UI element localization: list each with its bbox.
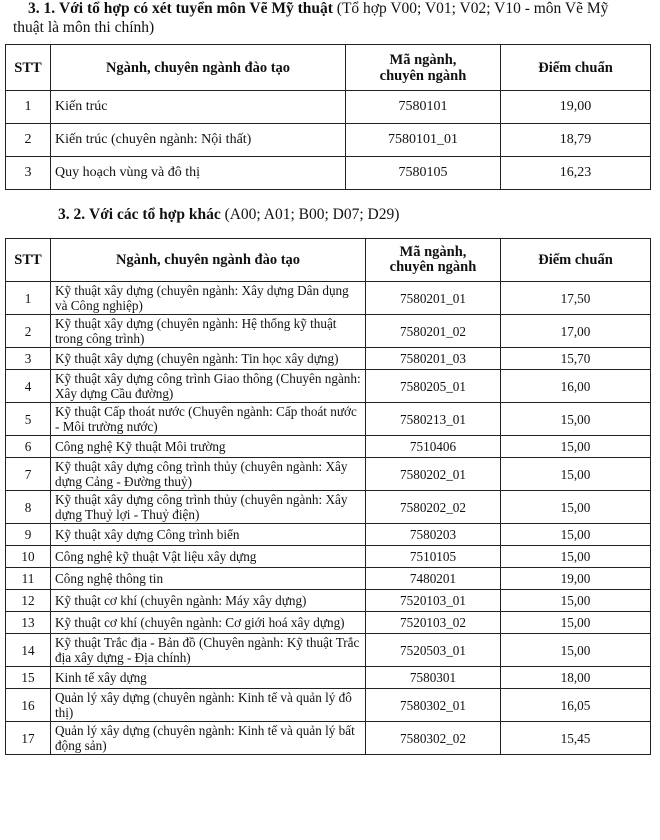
- row-cutoff-score: 15,45: [501, 722, 651, 755]
- row-stt: 14: [6, 634, 51, 667]
- row-major-code: 7580101_01: [346, 124, 501, 157]
- section-1-title-rest: (Tổ hợp V00; V01; V02; V10 - môn Vẽ Mỹ: [332, 0, 609, 17]
- row-cutoff-score: 19,00: [501, 91, 651, 124]
- header-score: Điểm chuẩn: [501, 45, 651, 91]
- row-cutoff-score: 15,00: [501, 491, 651, 524]
- table-header-row: [6, 239, 651, 282]
- table-row: [6, 91, 651, 124]
- row-major-name: Kỹ thuật xây dựng công trình thủy (chuyên ngành: Xây dựng Thuỷ lợi - Thuỷ điện): [51, 491, 366, 524]
- table-row: [6, 524, 651, 546]
- row-major-name: Kỹ thuật xây dựng (chuyên ngành: Hệ thống kỹ thuật trong công trình): [51, 315, 366, 348]
- row-stt: 2: [6, 124, 51, 157]
- row-cutoff-score: 16,00: [501, 370, 651, 403]
- row-stt: 15: [6, 667, 51, 689]
- row-cutoff-score: 15,70: [501, 348, 651, 370]
- row-major-name: Kỹ thuật xây dựng (chuyên ngành: Tin học xây dựng): [51, 348, 366, 370]
- table-header-row: [6, 45, 651, 91]
- row-stt: 16: [6, 689, 51, 722]
- row-major-name: Quy hoạch vùng và đô thị: [51, 157, 346, 190]
- row-major-code: 7580203: [366, 524, 501, 546]
- header-major: Ngành, chuyên ngành đào tạo: [51, 45, 346, 91]
- table-row: [6, 612, 651, 634]
- section-1-heading-line2: thuật là môn thi chính): [13, 19, 155, 36]
- row-stt: 4: [6, 370, 51, 403]
- row-major-code: 7580302_02: [366, 722, 501, 755]
- header-major: Ngành, chuyên ngành đào tạo: [51, 239, 366, 282]
- row-stt: 2: [6, 315, 51, 348]
- row-cutoff-score: 17,50: [501, 282, 651, 315]
- header-stt: STT: [6, 45, 51, 91]
- row-major-code: 7580201_02: [366, 315, 501, 348]
- row-stt: 12: [6, 590, 51, 612]
- row-major-code: 7520103_01: [366, 590, 501, 612]
- table-row: [6, 546, 651, 568]
- row-stt: 6: [6, 436, 51, 458]
- row-cutoff-score: 19,00: [501, 568, 651, 590]
- table-row: [6, 370, 651, 403]
- table-row: [6, 689, 651, 722]
- table-2-body: [6, 282, 651, 755]
- row-major-name: Quản lý xây dựng (chuyên ngành: Kinh tế và quản lý đô thị): [51, 689, 366, 722]
- row-major-code: 7520103_02: [366, 612, 501, 634]
- section-2-title: Với các tổ hợp khác: [89, 206, 221, 223]
- row-stt: 5: [6, 403, 51, 436]
- table-row: [6, 590, 651, 612]
- row-stt: 10: [6, 546, 51, 568]
- row-major-name: Kỹ thuật cơ khí (chuyên ngành: Cơ giới hoá xây dựng): [51, 612, 366, 634]
- row-stt: 17: [6, 722, 51, 755]
- row-major-code: 7510406: [366, 436, 501, 458]
- table-row: [6, 403, 651, 436]
- table-row: [6, 282, 651, 315]
- table-1-body: [6, 91, 651, 190]
- row-cutoff-score: 15,00: [501, 458, 651, 491]
- table-row: [6, 491, 651, 524]
- row-major-code: 7580301: [366, 667, 501, 689]
- header-stt: STT: [6, 239, 51, 282]
- row-major-code: 7580202_01: [366, 458, 501, 491]
- row-cutoff-score: 15,00: [501, 524, 651, 546]
- table-row: [6, 568, 651, 590]
- row-major-name: Kiến trúc (chuyên ngành: Nội thất): [51, 124, 346, 157]
- row-stt: 3: [6, 348, 51, 370]
- row-major-code: 7580105: [346, 157, 501, 190]
- row-major-name: Kỹ thuật xây dựng (chuyên ngành: Xây dựng Dân dụng và Công nghiệp): [51, 282, 366, 315]
- row-major-code: 7580202_02: [366, 491, 501, 524]
- row-major-name: Kiến trúc: [51, 91, 346, 124]
- header-code: [346, 45, 501, 91]
- row-major-code: 7480201: [366, 568, 501, 590]
- section-2-title-rest: (A00; A01; B00; D07; D29): [220, 206, 400, 223]
- row-major-code: 7520503_01: [366, 634, 501, 667]
- table-row: [6, 458, 651, 491]
- header-code-line2: chuyên ngành: [389, 259, 477, 275]
- row-major-name: Kỹ thuật Cấp thoát nước (Chuyên ngành: Cấp thoát nước - Môi trường nước): [51, 403, 366, 436]
- row-cutoff-score: 15,00: [501, 612, 651, 634]
- section-2-number: 3. 2.: [58, 206, 86, 223]
- row-stt: 13: [6, 612, 51, 634]
- section-1-title: Với tổ hợp có xét tuyển môn Vẽ Mỹ thuật: [59, 0, 333, 17]
- row-major-name: Kỹ thuật xây dựng công trình Giao thông (Chuyên ngành: Xây dựng Cầu đường): [51, 370, 366, 403]
- row-stt: 3: [6, 157, 51, 190]
- row-cutoff-score: 15,00: [501, 436, 651, 458]
- header-score: Điểm chuẩn: [501, 239, 651, 282]
- row-stt: 11: [6, 568, 51, 590]
- row-cutoff-score: 15,00: [501, 403, 651, 436]
- row-cutoff-score: 17,00: [501, 315, 651, 348]
- row-major-code: 7580213_01: [366, 403, 501, 436]
- row-stt: 1: [6, 91, 51, 124]
- row-major-name: Công nghệ thông tin: [51, 568, 366, 590]
- row-cutoff-score: 16,23: [501, 157, 651, 190]
- row-major-name: Kỹ thuật xây dựng Công trình biển: [51, 524, 366, 546]
- row-cutoff-score: 15,00: [501, 590, 651, 612]
- admission-table-1: [5, 44, 651, 190]
- header-code: [366, 239, 501, 282]
- table-row: [6, 667, 651, 689]
- header-code-line1: Mã ngành,: [399, 244, 467, 260]
- section-1-heading: [28, 0, 608, 18]
- row-stt: 1: [6, 282, 51, 315]
- row-major-name: Quản lý xây dựng (chuyên ngành: Kinh tế và quản lý bất động sản): [51, 722, 366, 755]
- row-major-name: Kỹ thuật cơ khí (chuyên ngành: Máy xây dựng): [51, 590, 366, 612]
- row-major-code: 7580201_01: [366, 282, 501, 315]
- table-row: [6, 722, 651, 755]
- row-cutoff-score: 15,00: [501, 634, 651, 667]
- table-row: [6, 157, 651, 190]
- header-code-line2: chuyên ngành: [379, 67, 467, 84]
- row-major-code: 7510105: [366, 546, 501, 568]
- section-1-number: 3. 1.: [28, 0, 56, 17]
- table-row: [6, 348, 651, 370]
- table-row: [6, 124, 651, 157]
- row-major-name: Công nghệ kỹ thuật Vật liệu xây dựng: [51, 546, 366, 568]
- table-row: [6, 634, 651, 667]
- row-major-code: 7580201_03: [366, 348, 501, 370]
- row-major-name: Kinh tế xây dựng: [51, 667, 366, 689]
- header-code-line1: Mã ngành,: [389, 51, 457, 68]
- section-2-heading: [58, 206, 399, 224]
- row-major-code: 7580101: [346, 91, 501, 124]
- row-cutoff-score: 16,05: [501, 689, 651, 722]
- row-cutoff-score: 15,00: [501, 546, 651, 568]
- table-row: [6, 315, 651, 348]
- row-stt: 8: [6, 491, 51, 524]
- row-major-code: 7580205_01: [366, 370, 501, 403]
- row-major-name: Công nghệ Kỹ thuật Môi trường: [51, 436, 366, 458]
- row-cutoff-score: 18,00: [501, 667, 651, 689]
- row-major-name: Kỹ thuật xây dựng công trình thủy (chuyên ngành: Xây dựng Cảng - Đường thuỷ): [51, 458, 366, 491]
- admission-table-2: [5, 238, 651, 755]
- table-row: [6, 436, 651, 458]
- row-major-code: 7580302_01: [366, 689, 501, 722]
- row-major-name: Kỹ thuật Trắc địa - Bản đồ (Chuyên ngành: Kỹ thuật Trắc địa xây dựng - Địa chính): [51, 634, 366, 667]
- row-stt: 9: [6, 524, 51, 546]
- row-cutoff-score: 18,79: [501, 124, 651, 157]
- row-stt: 7: [6, 458, 51, 491]
